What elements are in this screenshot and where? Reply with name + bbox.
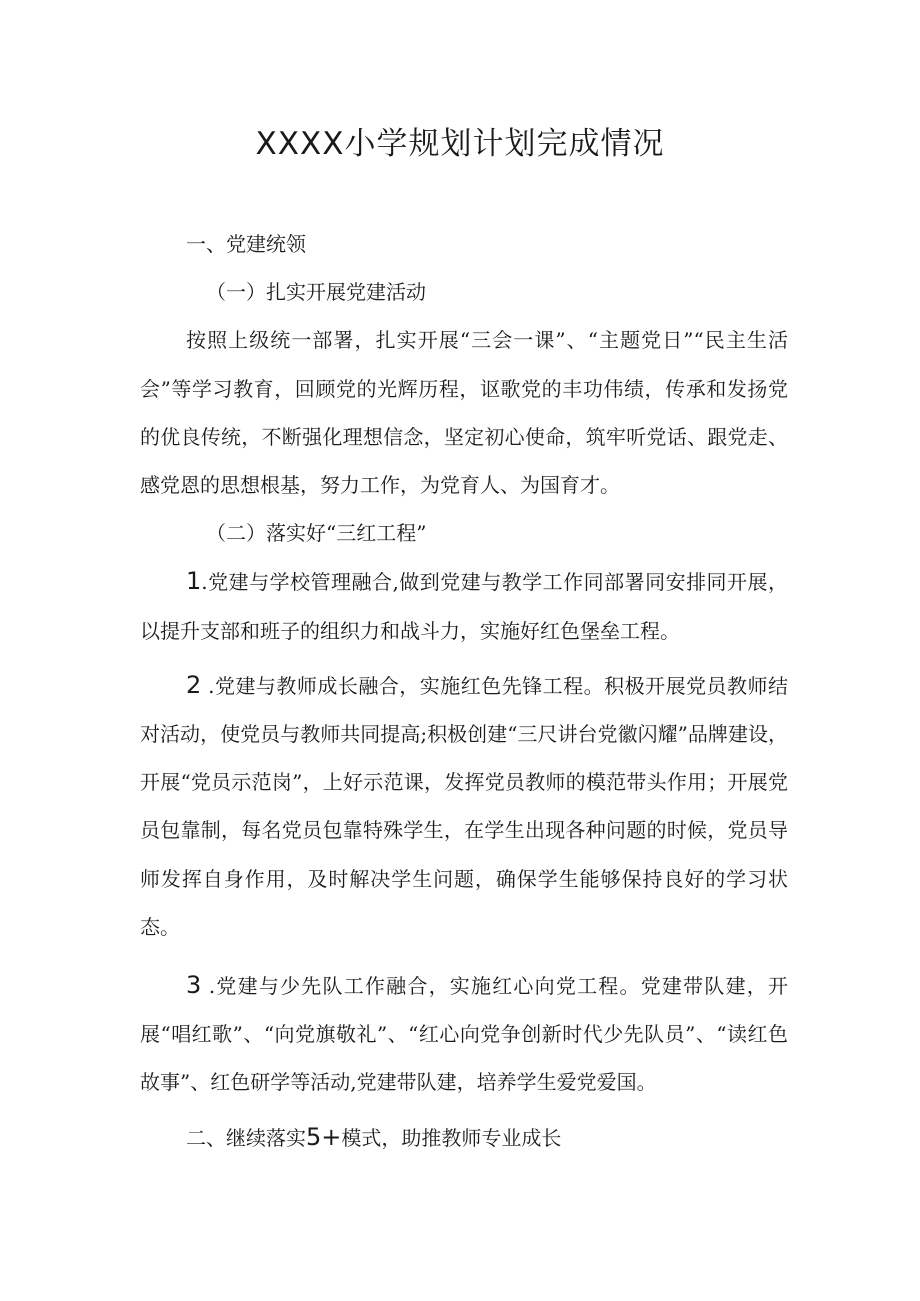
list-item-3-text: .党建与少先队工作融合，实施红心向党工程。党建带队建，开展“唱红歌”、“向党旗敬礼”、“红心向党争创新时代少先队员”、“读红色故事”、红色研学等活动,党建带队建，培养学生爱党爱国。 [140,974,788,1095]
section-heading-2 [140,1113,788,1162]
subsection-heading-1: （一）扎实开展党建活动 [206,280,426,305]
list-item-3-number: 3 [186,971,202,1000]
document-body [140,220,788,1162]
list-item-2-number: 2 [186,670,202,699]
list-item-2 [140,661,788,951]
paragraph-party-activities: 按照上级统一部署，扎实开展“三会一课”、“主题党日”“民主生活会”等学习教育，回顾党的光辉历程，讴歌党的丰功伟绩，传承和发扬党的优良传统，不断强化理想信念，坚定初心使命，筑牢听党话、跟党走、感党恩的思想根基，努力工作，为党育人、为国育才。 [140,328,788,498]
list-item-1 [140,557,788,654]
section-heading-2-pre: 二、继续落实 [186,1125,306,1150]
list-item-1-number: 1 [186,567,202,596]
section-heading-2-num: 5+ [306,1122,342,1151]
document-title: XXXX小学规划计划完成情况 [255,126,665,162]
section-heading-1: 一、党建统领 [186,232,306,256]
list-item-1-text: .党建与学校管理融合,做到党建与教学工作同部署同安排同开展，以提升支部和班子的组织力和战斗力，实施好红色堡垒工程。 [140,570,788,643]
section-heading-2-post: 模式，助推教师专业成长 [341,1125,562,1150]
list-item-2-text: .党建与教师成长融合，实施红色先锋工程。积极开展党员教师结对活动，使党员与教师共同提高;积极创建“三尺讲台党徽闪耀”品牌建设，开展“党员示范岗”，上好示范课，发挥党员教师的模范带头作用；开展党员包靠制，每名党员包靠特殊学生，在学生出现各种问题的时候，党员导师发挥自身作用，及时解决学生问题，确保学生能够保持良好的学习状态。 [140,673,788,939]
subsection-heading-2: （二）落实好“三红工程” [206,521,427,546]
list-item-3 [140,961,788,1107]
